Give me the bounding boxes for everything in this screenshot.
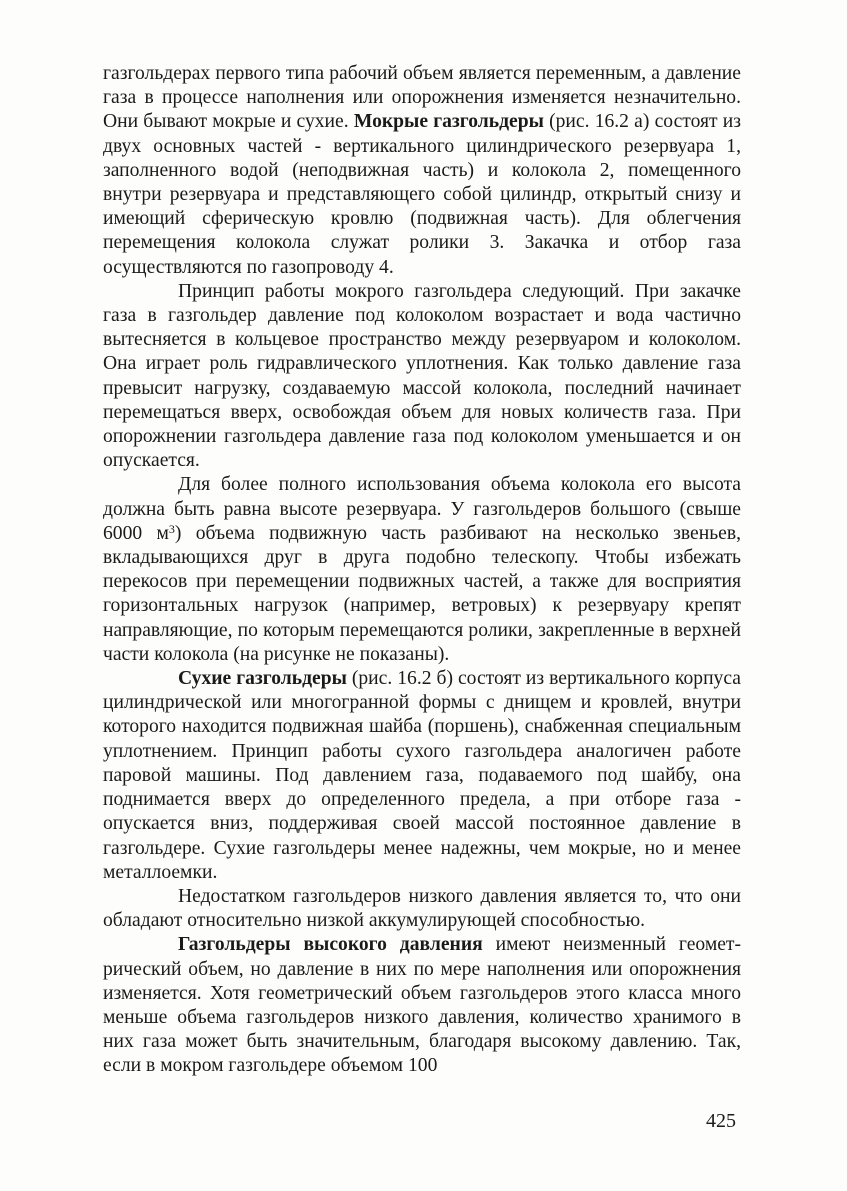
paragraph: [103, 667, 741, 885]
bold-term: Мокрые газгольдеры: [353, 111, 544, 133]
page-number: 425: [706, 1110, 736, 1132]
superscript: 3: [168, 521, 175, 536]
text-run: (рис. 16.2 б) состоят из вертикального корпуса цилиндрической или многогранной формы с днищем и кровлей, внутри которого находится подвижная шайба (поршень), снабженная специальным уплотнением. Принцип работы сухого газгольдера аналогичен работе паровой машины. Под давлением газа, подаваемого под шайбу, она поднимается вверх до определенного предела, а при отборе газа - опускается вниз, поддерживая своей массой постоянное давление в газгольдере. Сухие газгольдеры менее надежны, чем мокрые, но и менее металлоемки.: [103, 668, 741, 883]
page-body: [103, 62, 741, 1079]
paragraph: [103, 933, 741, 1078]
text-run: имеют неизменный геометрический объем, но давление в них по мере наполнения или опорожнения изменяется. Хотя геометрический объем газгольдеров этого класса много меньше объема газгольдеров низкого давления, количество хранимого в них газа может быть значительным, благодаря высокому давлению. Так, если в мокром газгольдере объемом 100: [103, 934, 742, 1077]
bold-term: Сухие газгольдеры: [178, 668, 347, 690]
text-run: ) объема подвижную часть разбивают на несколько звеньев, вкладывающихся друг в друга подобно телескопу. Чтобы избежать перекосов при перемещении подвижных частей, а также для восприятия горизонтальных нагрузок (например, ветровых) к резервуару крепят направляющие, по которым перемещаются ролики, закрепленные в верхней части колокола (на рисунке не показаны).: [103, 522, 741, 665]
text-run: Для более полного использования объема колокола его высота должна быть равна высоте резервуара. У газгольдеров большого (свыше 6000 м: [103, 474, 741, 544]
paragraph: [103, 885, 741, 933]
bold-term: Газгольдеры высокого давления: [178, 934, 483, 956]
paragraph: [103, 62, 741, 280]
text-run: (рис. 16.2 а) состоят из двух основных частей - вертикального цилиндрического резервуара 1, заполненного водой (неподвижная часть) и колокола 2, помещенного внутри резервуара и представляющего собой цилиндр, открытый снизу и имеющий сферическую кровлю (подвижная часть). Для облегчения перемещения колокола служат ролики 3. Закачка и отбор газа осуществляются по газопроводу 4.: [103, 111, 741, 278]
text-run: Принцип работы мокрого газгольдера следующий. При закачке газа в газгольдер давление под колоколом возрастает и вода частично вытесняется в кольцевое пространство между резервуаром и колоколом. Она играет роль гидравлического уплотнения. Как только давление газа превысит нагрузку, создаваемую массой колокола, последний начинает перемещаться вверх, освобождая объем для новых количеств газа. При опорожнении газгольдера давление газа под колоколом уменьшается и он опускается.: [103, 280, 741, 472]
text-run: Недостатком газгольдеров низкого давления является то, что они обладают относительно низкой аккумулирующей способностью.: [103, 885, 741, 932]
text-run: газгольдерах первого типа рабочий объем является переменным, а давление газа в процессе наполнения или опорожнения изменяется незначительно. Они бывают мокрые и сухие.: [103, 63, 741, 133]
paragraph: [103, 280, 741, 474]
paragraph: [103, 473, 741, 667]
